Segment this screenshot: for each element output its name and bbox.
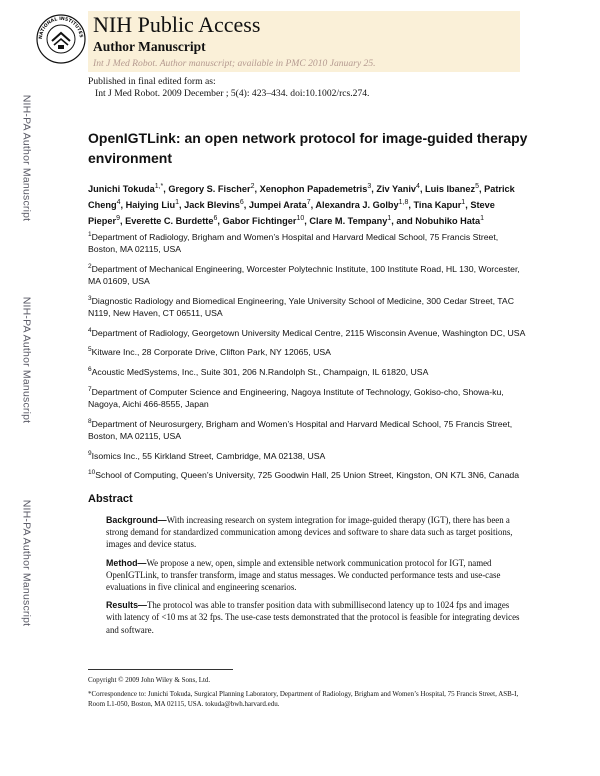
affiliation-item: [88, 416, 528, 442]
affiliation-text: Diagnostic Radiology and Biomedical Engineering, Yale University School of Medicine, 300 Cedar Street, TAC N119, New Haven, CT 06511, USA: [88, 295, 514, 318]
copyright-notice: Copyright © 2009 John Wiley & Sons, Ltd.: [88, 676, 211, 684]
affiliation-text: Department of Computer Science and Engineering, Nagoya Institute of Technology, Gokiso-cho, Showa-ku, Nagoya, Aichi 466-8555, Japan: [88, 386, 504, 409]
author-name: Gabor Fichtinger: [222, 216, 297, 227]
affiliation-item: [88, 364, 528, 378]
affiliation-text: Department of Neurosurgery, Brigham and Women’s Hospital and Harvard Medical School, 75 Francis Street, Boston, MA 02115, USA: [88, 418, 513, 441]
author-name: Tina Kapur: [413, 200, 462, 211]
affiliation-item: [88, 261, 528, 287]
author-affiliation-marker: 3: [367, 183, 372, 190]
author-manuscript-label: Author Manuscript: [93, 39, 206, 54]
affiliation-number: 6: [88, 366, 92, 374]
author-name: Alexandra J. Golby: [315, 200, 399, 211]
abstract-method: Method—We propose a new, open, simple and extensible network communication protocol for IGT, named OpenIGTLink, to transfer transform, image and status messages. We conducted performance tests and use-case evaluations in five clinical and engineering scenarios.: [106, 557, 501, 593]
author-affiliation-marker: 2: [250, 183, 255, 190]
author-affiliation-marker: 6: [213, 215, 218, 223]
affiliation-number: 10: [88, 469, 96, 477]
affiliation-number: 7: [88, 385, 92, 393]
affiliation-number: 8: [88, 417, 92, 425]
author-name: Junichi Tokuda: [88, 184, 155, 195]
author-name: Luis Ibanez: [425, 184, 476, 195]
article-title: OpenIGTLink: an open network protocol for image-guided therapy environment: [88, 130, 528, 166]
nih-public-access-title: NIH Public Access: [93, 12, 261, 37]
affiliation-item: [88, 344, 528, 358]
footnotes: [88, 675, 528, 709]
author-affiliation-marker: 4: [116, 199, 121, 207]
author-affiliation-marker: 5: [475, 183, 479, 190]
author-joiner: , and: [391, 216, 416, 227]
author-list: Junichi Tokuda$^{1,*}$, Gregory S. Fischer$^2$, Xenophon Papademetris$^3$, Ziv Yaniv$^4$, Luis Ibanez$^5$, Patrick Cheng$^4$, Haiying Liu$^1$, Jack Blevins$^6$, Jumpei Arata$^7$, Alexandra J. Golby$^{1,8}$, Tina Kapur$^1$, Steve Pieper$^9$, Everette C. Burdette$^6$, Gabor Fichtinger$^{10}$, Clare M. Tempany$^1$, and Nobuhiko Hata$^1$: [88, 183, 515, 227]
affiliation-text: School of Computing, Queen’s University, 725 Goodwin Hall, 25 Union Street, Kingston, ON K7L 3N6, Canada: [95, 470, 520, 481]
sidebar-watermark-top: NIH-PA Author Manuscript: [20, 94, 33, 222]
author-name: Steve Pieper: [88, 200, 495, 227]
author-affiliation-marker: 9: [116, 215, 120, 223]
author-name: Everette C. Burdette: [125, 216, 214, 227]
logo-lettering: NATIONAL INSTITUTES: [38, 16, 83, 40]
author-name: Clare M. Tempany: [309, 216, 388, 227]
affiliation-number: 2: [88, 262, 92, 270]
author-name: Jumpei Arata: [248, 200, 307, 211]
affiliation-number: 5: [88, 346, 92, 354]
author-affiliation-marker: 1: [387, 215, 392, 223]
author-affiliation-marker: 7: [306, 199, 311, 207]
author-name: Patrick Cheng: [88, 184, 515, 211]
author-name: Nobuhiko Hata: [415, 216, 481, 227]
author-affiliation-marker: 1: [175, 199, 180, 207]
affiliation-text: Acoustic MedSystems, Inc., Suite 301, 206 N.Randolph St., Champaign, IL 61820, USA: [91, 366, 429, 377]
author-affiliation-marker: 1,8: [398, 199, 409, 207]
author-affiliation-marker: 1,*: [154, 183, 164, 190]
abstract-results: Results—The protocol was able to transfer position data with submillisecond latency up to 1024 fps and images with latency of <10 ms at 32 fps. The use-case tests demonstrated that the protocol is feasible for integrating devices and software.: [106, 600, 520, 635]
author-name: Gregory S. Fischer: [168, 184, 251, 195]
correspondence-note: *Correspondence to: Junichi Tokuda, Surgical Planning Laboratory, Department of Radiology, Brigham and Women’s Hospital, 75 Francis Street, ASB-I, Room L1-050, Boston, MA 02115, USA. tokuda@bwh.harvard.edu.: [88, 690, 519, 708]
affiliation-number: 1: [88, 231, 92, 238]
affiliation-item: [88, 325, 528, 339]
affiliation-item: [88, 467, 528, 481]
author-name: Xenophon Papademetris: [259, 184, 368, 195]
pmc-availability-note: Int J Med Robot. Author manuscript; available in PMC 2010 January 25.: [93, 58, 376, 69]
affiliation-item: [88, 384, 528, 410]
abstract-heading: Abstract: [88, 493, 133, 505]
author-affiliation-marker: 6: [239, 199, 244, 207]
published-form-note: Published in final edited form as:: [88, 76, 216, 87]
sidebar-watermark-middle: NIH-PA Author Manuscript: [20, 296, 33, 424]
author-name: Ziv Yaniv: [376, 184, 417, 195]
sidebar-watermark-bottom: NIH-PA Author Manuscript: [20, 499, 33, 627]
affiliation-item: [88, 229, 528, 255]
affiliation-text: Isomics Inc., 55 Kirkland Street, Cambridge, MA 02138, USA: [91, 450, 326, 461]
affiliation-text: Department of Mechanical Engineering, Worcester Polytechnic Institute, 100 Institute Road, HL 130, Worcester, MA 01609, USA: [88, 263, 520, 286]
author-name: Haiying Liu: [125, 200, 176, 211]
affiliation-text: Kitware Inc., 28 Corporate Drive, Clifton Park, NY 12065, USA: [91, 347, 331, 358]
affiliation-text: Department of Radiology, Georgetown University Medical Centre, 2115 Wisconsin Avenue, Washington DC, USA: [91, 327, 526, 338]
affiliation-number: 3: [88, 294, 92, 302]
affiliation-item: [88, 293, 528, 319]
author-affiliation-marker: 10: [296, 215, 305, 223]
nih-logo: [35, 9, 87, 69]
affiliation-number: 9: [88, 449, 92, 457]
affiliation-number: 4: [88, 326, 92, 334]
affiliation-item: [88, 448, 528, 462]
author-name: Jack Blevins: [184, 200, 240, 211]
affiliation-list: [88, 229, 528, 487]
affiliation-text: Department of Radiology, Brigham and Women’s Hospital and Harvard Medical School, 75 Francis Street, Boston, MA 02115, USA: [88, 231, 499, 255]
author-affiliation-marker: 4: [416, 183, 420, 190]
journal-citation: Int J Med Robot. 2009 December ; 5(4): 423–434. doi:10.1002/rcs.274.: [95, 88, 370, 99]
abstract-background: Background—With increasing research on system integration for image-guided therapy (IGT), there has been a strong demand for standardized communication among devices and software to share data such as target positions, images and device status.: [106, 515, 513, 550]
footnote-divider: [88, 669, 233, 670]
abstract-body: [106, 514, 526, 642]
author-affiliation-marker: 1: [461, 199, 466, 207]
author-affiliation-marker: 1: [480, 215, 484, 223]
